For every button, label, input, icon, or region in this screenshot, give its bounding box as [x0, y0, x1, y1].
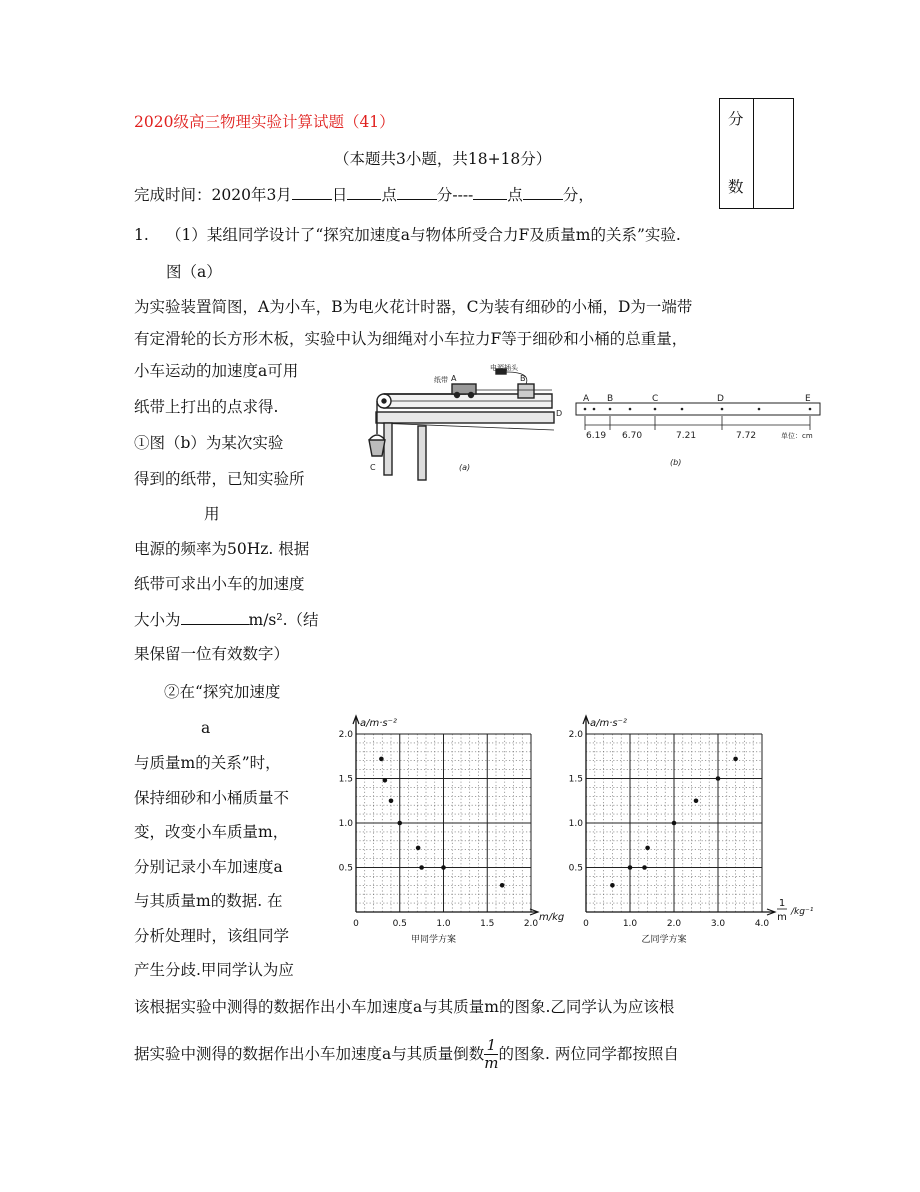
chart-jia — [338, 696, 565, 945]
tape-point: C — [652, 394, 659, 404]
hour-blank[interactable] — [347, 184, 381, 200]
unit-day: 日 — [331, 186, 348, 204]
bottom-line-1: 该根据实验中测得的数据作出小车加速度a与其质量m的图象.乙同学认为应该根 — [134, 998, 675, 1016]
table-leg — [384, 423, 392, 475]
data-point — [628, 865, 633, 870]
y-tick-label: 1.0 — [568, 819, 583, 829]
chart-title: 乙同学方案 — [641, 935, 687, 945]
unit-end-minute: 分， — [562, 186, 594, 204]
figure-a-caption: (a) — [459, 463, 471, 472]
figure-b-caption: (b) — [670, 458, 682, 467]
y-axis-label: a/m·s⁻² — [590, 718, 627, 729]
y-tick-label: 1.0 — [338, 819, 353, 829]
data-point — [716, 776, 721, 781]
x-tick-label: 0 — [583, 919, 589, 929]
accel-unit: m/s².（结 — [248, 611, 319, 629]
tape-point: D — [717, 394, 724, 404]
point-label-d: D — [556, 409, 563, 418]
data-point — [397, 821, 402, 826]
table-leg — [418, 426, 426, 480]
unit-end-hour: 点 — [507, 186, 523, 204]
tape-point: A — [583, 394, 590, 404]
part2-line: 分别记录小车加速度a — [134, 858, 283, 876]
tape-distance: 7.72 — [736, 431, 757, 441]
unit-minute: 分---- — [436, 186, 474, 204]
subtitle: （本题共3小题，共18+18分） — [334, 150, 552, 168]
x-tick-label: 2.0 — [666, 919, 682, 929]
fraction-denominator: m — [484, 1053, 499, 1072]
spark-timer — [518, 384, 534, 398]
y-axis-label: a/m·s⁻² — [360, 718, 397, 729]
data-point — [694, 798, 699, 803]
y-tick-label: 1.5 — [338, 774, 353, 785]
end-hour-blank[interactable] — [473, 184, 507, 200]
data-point — [733, 757, 738, 762]
figure-b-tape — [574, 390, 826, 472]
score-box — [719, 98, 794, 209]
data-point — [441, 865, 446, 870]
plug-label: 电源插头 — [490, 364, 518, 372]
page-title: 2020级高三物理实验计算试题（41） — [134, 113, 395, 131]
x-axis-label: m/kg — [539, 912, 565, 923]
score-label-top: 分 — [728, 110, 744, 128]
para-line-1: 为实验装置简图，A为小车，B为电火花计时器，C为装有细砂的小桶，D为一端带 — [134, 298, 693, 316]
x-tick-label: 1.0 — [436, 919, 451, 929]
tape-unit: 单位：cm — [781, 432, 813, 440]
figure-a-ref: 图（a） — [166, 263, 222, 281]
bottom-line-2-b: 的图象. 两位同学都按照自 — [498, 1045, 679, 1063]
left-col-line: 用 — [204, 505, 220, 523]
x-tick-label: 2.0 — [523, 919, 539, 929]
end-minute-blank[interactable] — [523, 184, 563, 200]
left-col-line: 得到的纸带，已知实验所 — [134, 470, 305, 488]
y-tick-label: 2.0 — [568, 730, 583, 740]
part2-line: 保持细砂和小桶质量不 — [134, 789, 290, 807]
y-tick-label: 2.0 — [338, 730, 353, 740]
tape-distance: 6.19 — [586, 431, 607, 441]
question-number: 1. — [134, 226, 149, 244]
part2-line: 与质量m的关系”时， — [134, 754, 281, 772]
x-axis-label-numerator: 1 — [778, 898, 786, 909]
tape — [576, 403, 820, 415]
data-point — [416, 846, 421, 851]
data-point — [389, 798, 394, 803]
minute-blank[interactable] — [397, 184, 437, 200]
x-axis-unit: /kg⁻¹ — [791, 907, 814, 917]
x-tick-label: 3.0 — [710, 919, 726, 929]
part2-line: ②在“探究加速度 — [164, 683, 281, 701]
data-point — [672, 821, 677, 826]
data-point — [642, 865, 647, 870]
x-tick-label: 1.0 — [622, 919, 638, 929]
score-label-bottom: 数 — [728, 178, 744, 196]
left-col-line: 电源的频率为50Hz. 根据 — [134, 540, 310, 558]
y-tick-label: 1.5 — [568, 774, 583, 785]
point-label-b: B — [520, 374, 526, 383]
left-col-line: ①图（b）为某次实验 — [134, 434, 284, 452]
x-tick-label: 0 — [353, 919, 359, 929]
part2-line: 变，改变小车质量m， — [134, 823, 289, 841]
x-tick-label: 1.5 — [480, 919, 495, 929]
chart-yi — [562, 696, 832, 944]
x-axis-label-denominator: m — [777, 912, 787, 923]
data-point — [645, 846, 650, 851]
bucket — [369, 440, 385, 456]
accel-answer-blank[interactable] — [181, 609, 249, 625]
bottom-line-2-a: 据实验中测得的数据作出小车加速度a与其质量倒数 — [134, 1045, 485, 1063]
day-blank[interactable] — [292, 184, 332, 200]
part2-line: 产生分歧.甲同学认为应 — [134, 961, 294, 979]
score-entry[interactable] — [754, 99, 794, 208]
table-top — [376, 412, 554, 423]
data-point — [383, 778, 388, 783]
left-col-line: 小车运动的加速度a可用 — [134, 362, 299, 380]
question-intro: （1）某组同学设计了“探究加速度a与物体所受合力F及质量m的关系”实验. — [166, 226, 681, 244]
tape-point: E — [805, 394, 811, 404]
tape-distance: 7.21 — [676, 431, 697, 441]
data-point — [379, 757, 384, 762]
x-tick-label: 4.0 — [754, 919, 770, 929]
y-tick-label: 0.5 — [568, 863, 583, 874]
part2-line: 与其质量m的数据. 在 — [134, 892, 283, 910]
chart-title: 甲同学方案 — [410, 935, 457, 945]
tape-label: 纸带 — [434, 376, 448, 384]
data-point — [610, 883, 615, 888]
accel-prefix: 大小为 — [134, 611, 181, 629]
accel-answer-line — [134, 609, 319, 630]
fraction-numerator: 1 — [484, 1037, 498, 1055]
left-col-line: 纸带上打出的点求得. — [134, 398, 279, 416]
result-note: 果保留一位有效数字） — [134, 645, 290, 663]
figure-a-apparatus — [356, 364, 562, 488]
bottom-line-2 — [134, 1030, 679, 1078]
reciprocal-fraction — [484, 1037, 498, 1072]
data-point — [419, 865, 424, 870]
tape-distance: 6.70 — [622, 431, 643, 441]
tape-point: B — [607, 394, 614, 404]
completion-time — [134, 184, 594, 205]
y-tick-label: 0.5 — [338, 863, 353, 874]
data-point — [500, 883, 505, 888]
para-line-2: 有定滑轮的长方形木板，实验中认为细绳对小车拉力F等于细砂和小桶的总重量， — [134, 330, 688, 348]
left-col-line: 纸带可求出小车的加速度 — [134, 575, 305, 593]
completion-label: 完成时间：2020年3月 — [134, 186, 292, 204]
point-label-a: A — [451, 374, 457, 383]
point-label-c: C — [370, 463, 376, 472]
unit-hour: 点 — [381, 186, 397, 204]
x-tick-label: 0.5 — [392, 919, 407, 929]
part2-line: 分析处理时，该组同学 — [134, 927, 290, 945]
part2-line: a — [201, 719, 211, 737]
